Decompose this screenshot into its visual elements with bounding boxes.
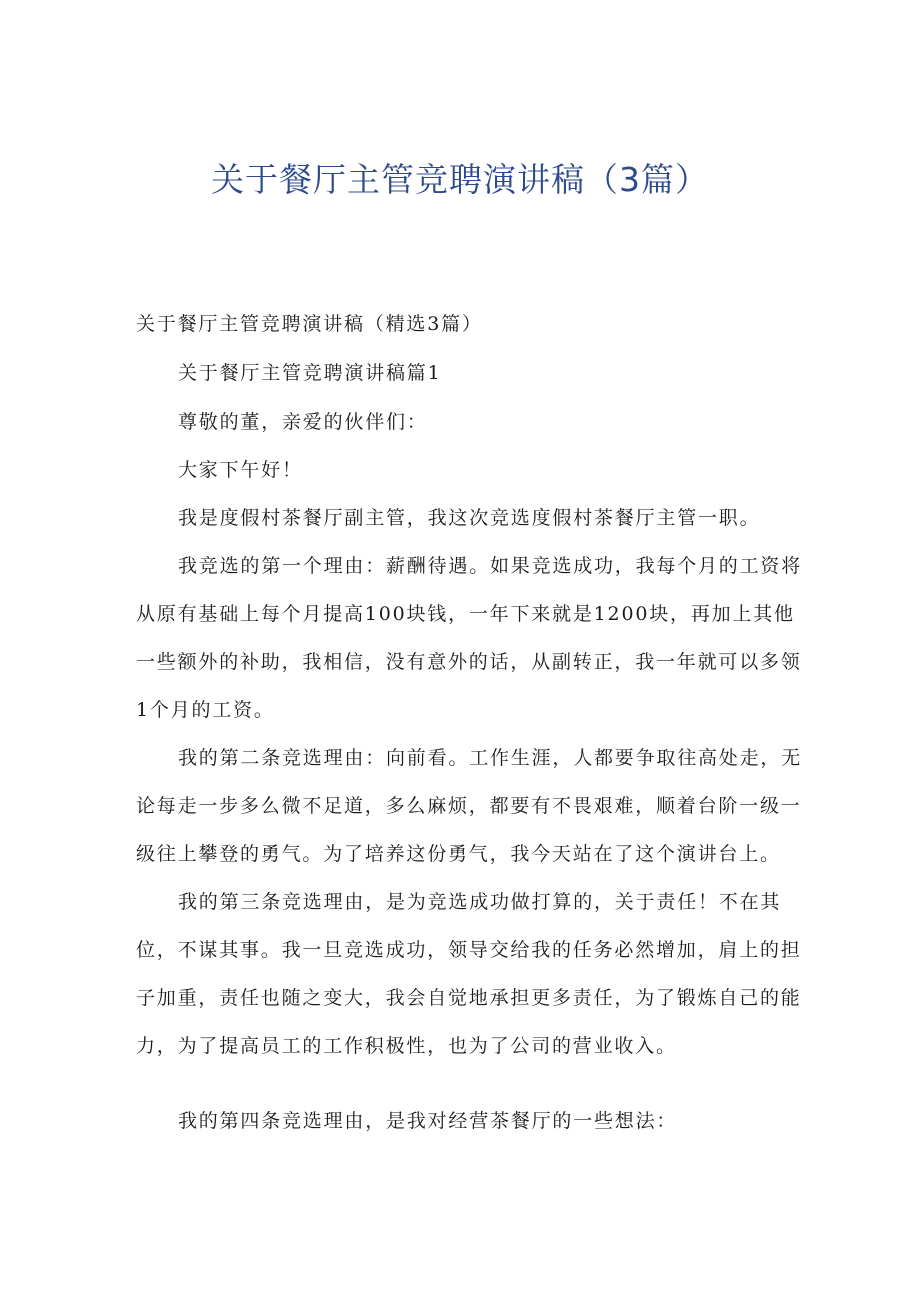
salutation: 尊敬的董，亲爱的伙伴们： bbox=[178, 411, 428, 433]
paragraph-reason3-line: 子加重，责任也随之变大，我会自觉地承担更多责任，为了锻炼自己的能 bbox=[136, 987, 802, 1009]
document-title: 关于餐厅主管竞聘演讲稿（3篇） bbox=[211, 160, 709, 199]
section-heading: 关于餐厅主管竞聘演讲稿篇1 bbox=[178, 362, 442, 384]
paragraph-reason1-line: 从原有基础上每个月提高100块钱，一年下来就是1200块，再加上其他 bbox=[136, 603, 795, 625]
paragraph-reason3-line: 我的第三条竞选理由，是为竞选成功做打算的，关于责任！不在其 bbox=[178, 891, 782, 913]
paragraph-reason1-line: 一些额外的补助，我相信，没有意外的话，从副转正，我一年就可以多领 bbox=[136, 651, 802, 673]
paragraph-reason2-line: 我的第二条竞选理由：向前看。工作生涯，人都要争取往高处走，无 bbox=[178, 747, 803, 769]
paragraph-reason2-line: 级往上攀登的勇气。为了培养这份勇气，我今天站在了这个演讲台上。 bbox=[136, 843, 781, 865]
document-subtitle: 关于餐厅主管竞聘演讲稿（精选3篇） bbox=[136, 313, 483, 335]
paragraph-reason4: 我的第四条竞选理由，是我对经营茶餐厅的一些想法： bbox=[178, 1110, 678, 1132]
greeting: 大家下午好！ bbox=[178, 459, 303, 481]
paragraph-reason2-line: 论每走一步多么微不足道，多么麻烦，都要有不畏艰难，顺着台阶一级一 bbox=[136, 795, 802, 817]
paragraph-intro: 我是度假村茶餐厅副主管，我这次竞选度假村茶餐厅主管一职。 bbox=[178, 507, 761, 529]
paragraph-reason3-line: 位，不谋其事。我一旦竞选成功，领导交给我的任务必然增加，肩上的担 bbox=[136, 939, 802, 961]
paragraph-reason1-line: 1个月的工资。 bbox=[136, 699, 275, 721]
paragraph-reason1-line: 我竞选的第一个理由：薪酬待遇。如果竞选成功，我每个月的工资将 bbox=[178, 555, 803, 577]
paragraph-reason3-line: 力，为了提高员工的工作积极性，也为了公司的营业收入。 bbox=[136, 1035, 677, 1057]
